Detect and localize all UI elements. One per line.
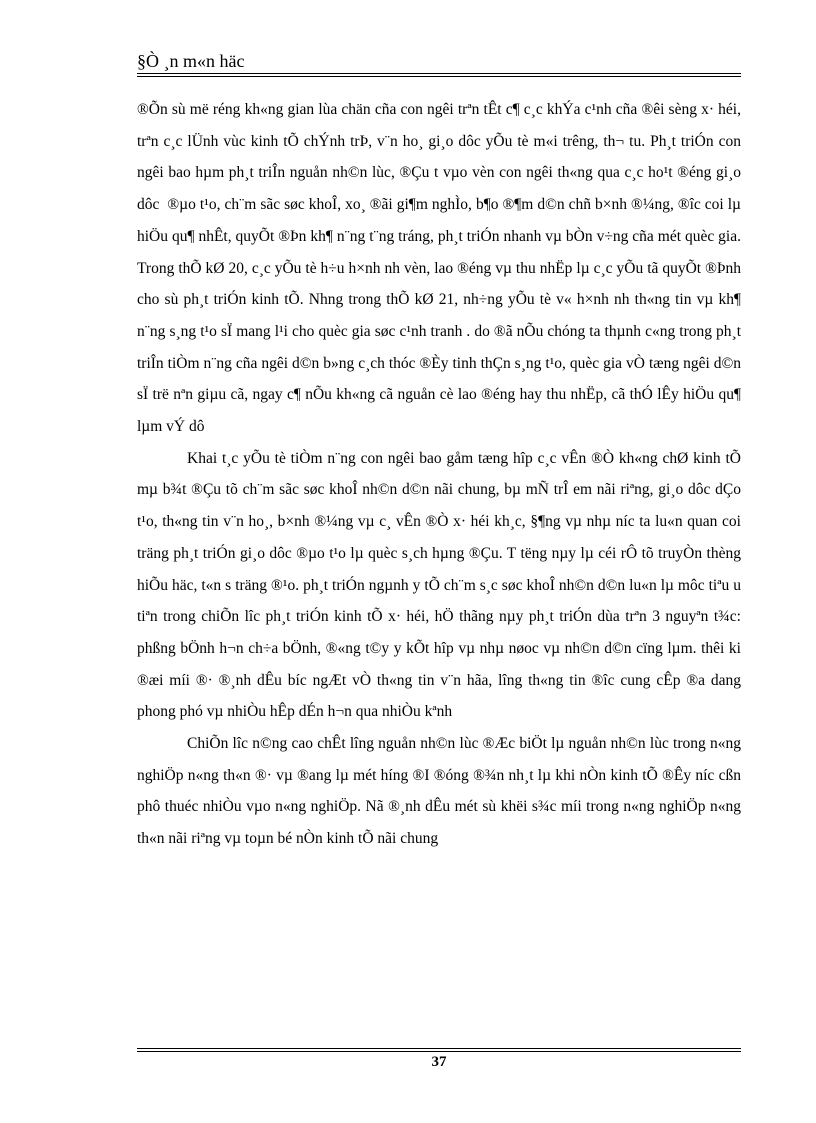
page-number: 37 (431, 1054, 447, 1070)
header-rule-top (137, 73, 741, 74)
paragraph-2: Khai t¸c yÕu tè tiÒm n¨ng con ngêi bao gåm tæng hîp c¸c vÊn ®Ò kh«ng chØ kinh tÕ mµ b¾t ®Çu tõ ch¨m sãc søc khoÎ nh©n d©n nãi chung, bµ mÑ trÎ em nãi riªng, gi¸o dôc dÇo t¹o, th«ng tin v¨n ho¸, b×nh ®¼ng vµ c¸ vÊn ®Ò x· héi kh¸c, §¶ng vµ nhµ níc ta lu«n quan coi träng ph¸t triÓn gi¸o dôc ®µo t¹o lµ quèc s¸ch hµng ®Çu. T tëng nµy lµ céi rÔ tõ truyÒn thèng hiÕu häc, t«n s träng ®¹o. ph¸t triÓn ngµnh y tÕ ch¨m s¸c søc khoÎ nh©n d©n lu«n lµ môc tiªu u tiªn trong chiÕn lîc ph¸t triÓn kinh tÕ x· héi, hÖ thãng nµy ph¸t triÓn dùa trªn 3 nguyªn t¾c: phßng bÖnh h¬n ch÷a bÖnh, ®«ng t©y y kÕt hîp vµ nhµ nøoc vµ nh©n d©n cïng lµm. thêi ki ®æi míi ®· ®¸nh dÊu bíc ngÆt vÒ th«ng tin v¨n hãa, lîng th«ng tin ®îc cung cÊp ®a dang phong phó vµ nhiÒu hÊp dÉn h¬n qua nhiÒu kªnh (137, 449, 741, 721)
footer-rule-top (137, 1048, 741, 1049)
header-title: §Ò ¸n m«n häc (137, 51, 245, 71)
footer-rule-bottom (137, 1051, 741, 1052)
header-rule-bottom (137, 76, 741, 77)
paragraph-1: ®Õn sù më réng kh«ng gian lùa chän cña con ngêi trªn tÊt c¶ c¸c khÝa c¹nh cña ®êi sèng x· héi, trªn c¸c lÜnh vùc kinh tÕ chÝnh trÞ, v¨n ho¸ gi¸o dôc yÕu tè m«i trêng, th¬ tu. Ph¸t triÓn con ngêi bao hµm ph¸t triÎn nguån nh©n lùc, ®Çu t vµo vèn con ngêi th«ng qua c¸c ho¹t ®éng gi¸o dôc ®µo t¹o, ch¨m sãc søc khoÎ, xo¸ ®ãi gi¶m nghÌo, b¶o ®¶m d©n chñ b×nh ®¼ng, ®îc coi lµ hiÖu qu¶ nhÊt, quyÕt ®Þn kh¶ n¨ng t¨ng tráng, ph¸t triÓn nhanh vµ bÒn v÷ng cña mét quèc gia. Trong thÕ kØ 20, c¸c yÕu tè h÷u h×nh nh vèn, lao ®éng vµ thu nhËp lµ c¸c yÕu tã quyÕt ®Þnh cho sù ph¸t triÓn kinh tÕ. Nhng trong thÕ kØ 21, nh÷ng yÕu tè v« h×nh nh th«ng tin vµ kh¶ n¨ng s¸ng t¹o sÏ mang l¹i cho quèc gia søc c¹nh tranh . do ®ã nÕu chóng ta thµnh c«ng trong ph¸t triÎn tiÒm n¨ng cña ngêi d©n b»ng c¸ch thóc ®Èy tinh thÇn s¸ng t¹o, quèc gia vÒ tæng ngêi d©n sÏ trë nªn giµu cã, ngay c¶ nÕu kh«ng cã nguån cè lao ®éng hay thu nhËp, cã thÓ lÊy hiÖu qu¶ lµm vÝ dô (137, 101, 741, 436)
body-text (137, 94, 741, 855)
paragraph-3: ChiÕn lîc n©ng cao chÊt lîng nguån nh©n lùc ®Æc biÖt lµ nguån nh©n lùc trong n«ng nghiÖp n«ng th«n ®· vµ ®ang lµ mét híng ®I ®óng ®¾n nh¸t lµ khi nÒn kinh tÕ ®Êy níc cßn phô thuéc nhiÒu vµo n«ng nghiÖp. Nã ®¸nh dÊu mét sù khëi s¾c míi trong n«ng nghiÖp n«ng th«n nãi riªng vµ toµn bé nÒn kinh tÕ nãi chung (137, 735, 741, 848)
